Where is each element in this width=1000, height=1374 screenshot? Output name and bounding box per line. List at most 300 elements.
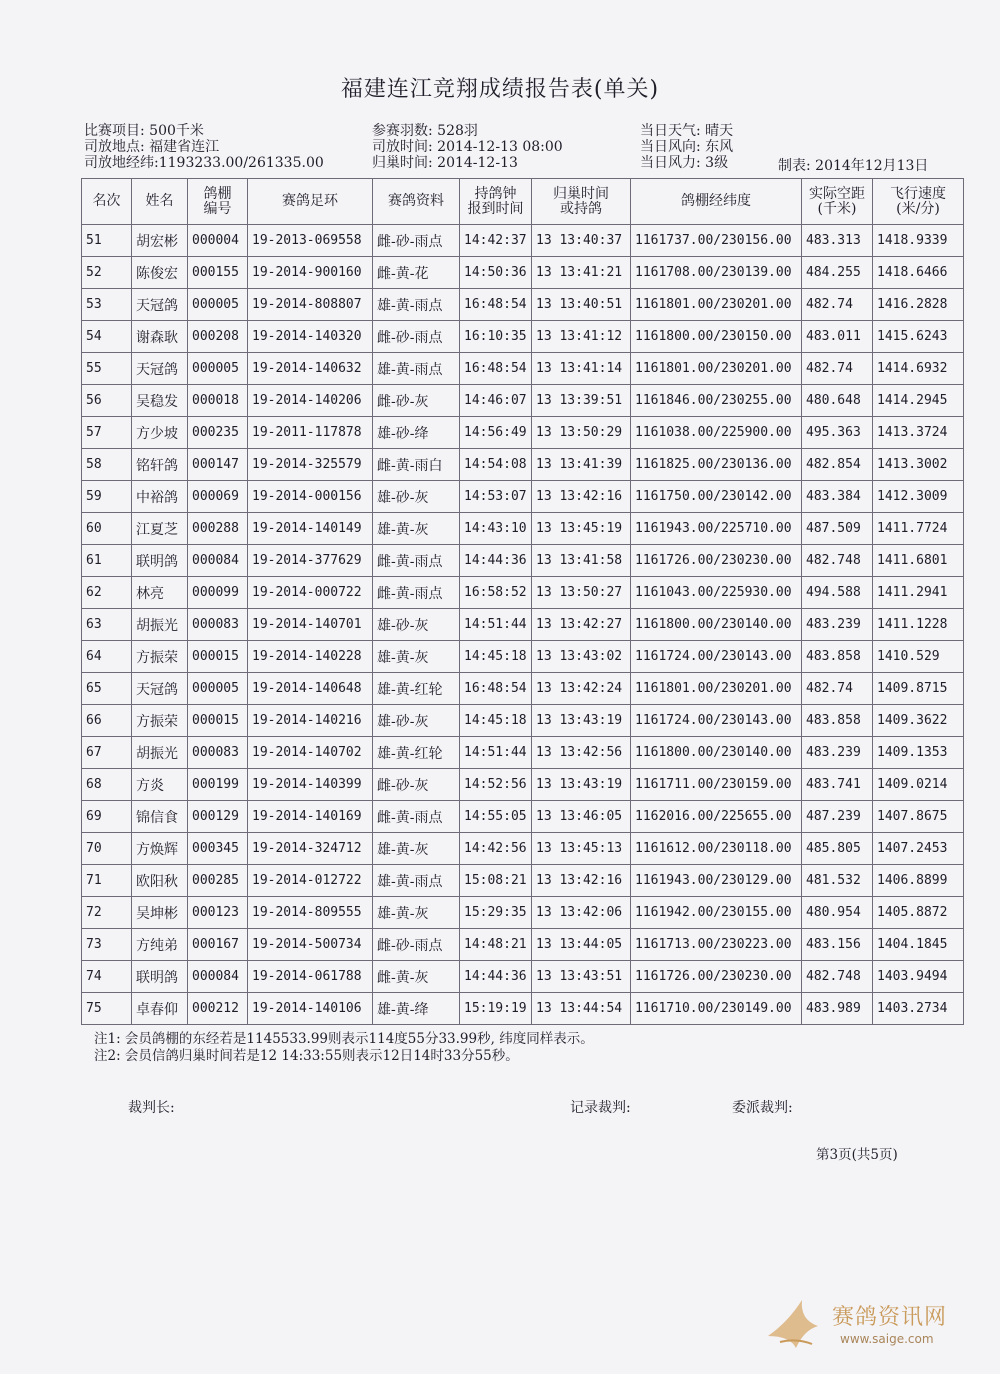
table-cell: 15:29:35	[460, 897, 532, 929]
table-cell: 1161737.00/230156.00	[631, 225, 802, 257]
table-cell: 19-2011-117878	[248, 417, 373, 449]
table-cell: 1413.3724	[873, 417, 964, 449]
table-cell: 483.313	[802, 225, 873, 257]
table-cell: 1418.9339	[873, 225, 964, 257]
table-cell: 480.954	[802, 897, 873, 929]
table-cell: 13 13:45:19	[532, 513, 631, 545]
report-title: 福建连江竞翔成绩报告表(单关)	[340, 77, 660, 102]
table-cell: 484.255	[802, 257, 873, 289]
table-cell: 雌-砂-灰	[373, 769, 460, 801]
table-cell: 1411.7724	[873, 513, 964, 545]
table-cell: 雄-黄-灰	[373, 513, 460, 545]
table-cell: 雄-砂-绛	[373, 417, 460, 449]
table-cell: 000083	[188, 609, 248, 641]
table-cell: 64	[82, 641, 132, 673]
table-row	[82, 929, 964, 961]
table-cell: 1407.2453	[873, 833, 964, 865]
release-site-field: 司放地点: 福建省连江	[84, 139, 220, 155]
table-cell: 53	[82, 289, 132, 321]
table-cell: 19-2014-140702	[248, 737, 373, 769]
table-cell: 15:19:19	[460, 993, 532, 1025]
table-cell: 19-2014-140632	[248, 353, 373, 385]
table-cell: 14:51:44	[460, 737, 532, 769]
table-cell: 485.805	[802, 833, 873, 865]
table-cell: 1161943.00/230129.00	[631, 865, 802, 897]
table-cell: 胡振光	[132, 609, 188, 641]
table-cell: 19-2014-140648	[248, 673, 373, 705]
table-cell: 19-2014-809555	[248, 897, 373, 929]
table-cell: 13 13:46:05	[532, 801, 631, 833]
table-cell: 480.648	[802, 385, 873, 417]
table-cell: 1414.2945	[873, 385, 964, 417]
table-cell: 57	[82, 417, 132, 449]
watermark-url: www.saige.com	[840, 1332, 934, 1346]
table-cell: 13 13:41:12	[532, 321, 631, 353]
release-time-field: 司放时间: 2014-12-13 08:00	[372, 139, 563, 155]
recorder-judge-label: 记录裁判:	[570, 1100, 631, 1116]
table-cell: 方少坡	[132, 417, 188, 449]
table-row	[82, 737, 964, 769]
table-cell: 1409.3622	[873, 705, 964, 737]
table-row	[82, 641, 964, 673]
table-cell: 雌-黄-灰	[373, 961, 460, 993]
table-cell: 雄-砂-灰	[373, 609, 460, 641]
table-cell: 卓春仰	[132, 993, 188, 1025]
meta-column-middle	[372, 123, 563, 171]
table-cell: 14:44:36	[460, 545, 532, 577]
table-cell: 1161710.00/230149.00	[631, 993, 802, 1025]
table-cell: 19-2014-325579	[248, 449, 373, 481]
table-cell: 胡振光	[132, 737, 188, 769]
table-cell: 14:42:37	[460, 225, 532, 257]
table-header-row	[82, 179, 964, 225]
table-cell: 1411.2941	[873, 577, 964, 609]
pigeon-logo-icon	[760, 1292, 832, 1356]
table-cell: 15:08:21	[460, 865, 532, 897]
table-cell: 13 13:42:06	[532, 897, 631, 929]
table-cell: 1418.6466	[873, 257, 964, 289]
table-cell: 天冠鸽	[132, 353, 188, 385]
table-cell: 483.011	[802, 321, 873, 353]
table-cell: 19-2014-900160	[248, 257, 373, 289]
table-cell: 14:50:36	[460, 257, 532, 289]
return-time-field: 归巢时间: 2014-12-13	[372, 155, 518, 171]
table-cell: 000208	[188, 321, 248, 353]
table-cell: 487.239	[802, 801, 873, 833]
table-cell: 14:55:05	[460, 801, 532, 833]
table-row	[82, 513, 964, 545]
table-cell: 1161825.00/230136.00	[631, 449, 802, 481]
table-cell: 000005	[188, 353, 248, 385]
table-cell: 000099	[188, 577, 248, 609]
table-cell: 000015	[188, 705, 248, 737]
table-cell: 联明鸽	[132, 545, 188, 577]
table-cell: 1161801.00/230201.00	[631, 353, 802, 385]
table-cell: 000083	[188, 737, 248, 769]
table-cell: 19-2014-000156	[248, 481, 373, 513]
table-cell: 62	[82, 577, 132, 609]
table-cell: 雄-黄-绛	[373, 993, 460, 1025]
table-cell: 19-2014-012722	[248, 865, 373, 897]
table-cell: 19-2014-140399	[248, 769, 373, 801]
column-header: 归巢时间 或持鸽	[532, 179, 631, 225]
column-header: 实际空距 (千米)	[802, 179, 873, 225]
table-cell: 1416.2828	[873, 289, 964, 321]
table-cell: 1409.8715	[873, 673, 964, 705]
table-cell: 19-2014-500734	[248, 929, 373, 961]
table-cell: 1411.6801	[873, 545, 964, 577]
table-row	[82, 385, 964, 417]
column-header: 鸽棚经纬度	[631, 179, 802, 225]
table-cell: 60	[82, 513, 132, 545]
wind-force-field: 当日风力: 3级	[640, 155, 729, 171]
table-cell: 75	[82, 993, 132, 1025]
table-cell: 1161612.00/230118.00	[631, 833, 802, 865]
table-cell: 19-2014-000722	[248, 577, 373, 609]
table-cell: 14:45:18	[460, 705, 532, 737]
table-cell: 73	[82, 929, 132, 961]
table-cell: 000345	[188, 833, 248, 865]
table-cell: 495.363	[802, 417, 873, 449]
table-row	[82, 609, 964, 641]
note-2: 注2: 会员信鸽归巢时间若是12 14:33:55则表示12日14时33分55秒。	[94, 1048, 519, 1064]
page-number: 第3页(共5页)	[816, 1147, 898, 1163]
table-cell: 14:45:18	[460, 641, 532, 673]
table-cell: 482.74	[802, 289, 873, 321]
table-cell: 14:42:56	[460, 833, 532, 865]
table-cell: 13 13:42:24	[532, 673, 631, 705]
table-cell: 13 13:41:39	[532, 449, 631, 481]
table-cell: 1413.3002	[873, 449, 964, 481]
results-table	[81, 178, 964, 1025]
table-row	[82, 417, 964, 449]
table-cell: 13 13:42:27	[532, 609, 631, 641]
table-cell: 13 13:45:13	[532, 833, 631, 865]
table-cell: 雄-黄-灰	[373, 897, 460, 929]
chief-judge-label: 裁判长:	[128, 1100, 175, 1116]
made-date: 制表: 2014年12月13日	[778, 158, 929, 174]
table-cell: 000288	[188, 513, 248, 545]
table-cell: 481.532	[802, 865, 873, 897]
table-row	[82, 577, 964, 609]
table-cell: 雌-黄-雨点	[373, 577, 460, 609]
table-cell: 70	[82, 833, 132, 865]
table-cell: 吴稳发	[132, 385, 188, 417]
table-cell: 13 13:43:19	[532, 705, 631, 737]
table-cell: 482.748	[802, 961, 873, 993]
column-header: 飞行速度 (米/分)	[873, 179, 964, 225]
table-cell: 483.741	[802, 769, 873, 801]
meta-column-right	[640, 123, 733, 171]
table-cell: 方炎	[132, 769, 188, 801]
table-cell: 000199	[188, 769, 248, 801]
table-cell: 雌-砂-灰	[373, 385, 460, 417]
table-cell: 483.156	[802, 929, 873, 961]
table-cell: 1407.8675	[873, 801, 964, 833]
table-cell: 联明鸽	[132, 961, 188, 993]
column-header: 名次	[82, 179, 132, 225]
table-cell: 雄-黄-红轮	[373, 737, 460, 769]
table-cell: 雌-黄-雨点	[373, 545, 460, 577]
table-cell: 1161726.00/230230.00	[631, 961, 802, 993]
table-cell: 19-2014-140169	[248, 801, 373, 833]
table-cell: 1161943.00/225710.00	[631, 513, 802, 545]
table-cell: 65	[82, 673, 132, 705]
table-cell: 13 13:42:16	[532, 865, 631, 897]
table-cell: 1161750.00/230142.00	[631, 481, 802, 513]
table-cell: 吴坤彬	[132, 897, 188, 929]
table-cell: 13 13:50:27	[532, 577, 631, 609]
table-cell: 雌-黄-雨白	[373, 449, 460, 481]
table-cell: 方焕辉	[132, 833, 188, 865]
table-cell: 14:51:44	[460, 609, 532, 641]
table-cell: 13 13:44:54	[532, 993, 631, 1025]
table-cell: 74	[82, 961, 132, 993]
table-cell: 雄-黄-红轮	[373, 673, 460, 705]
table-cell: 19-2014-140216	[248, 705, 373, 737]
table-cell: 000084	[188, 961, 248, 993]
table-cell: 51	[82, 225, 132, 257]
table-row	[82, 225, 964, 257]
table-cell: 锦信食	[132, 801, 188, 833]
table-cell: 1403.9494	[873, 961, 964, 993]
wind-direction-field: 当日风向: 东风	[640, 139, 734, 155]
table-cell: 63	[82, 609, 132, 641]
table-cell: 71	[82, 865, 132, 897]
table-row	[82, 481, 964, 513]
table-cell: 483.239	[802, 609, 873, 641]
table-cell: 1414.6932	[873, 353, 964, 385]
table-cell: 68	[82, 769, 132, 801]
table-cell: 16:10:35	[460, 321, 532, 353]
table-body	[82, 225, 964, 1025]
table-row	[82, 897, 964, 929]
table-cell: 72	[82, 897, 132, 929]
table-cell: 13 13:42:56	[532, 737, 631, 769]
table-cell: 雌-黄-雨点	[373, 801, 460, 833]
table-cell: 谢森耿	[132, 321, 188, 353]
table-cell: 1161038.00/225900.00	[631, 417, 802, 449]
table-cell: 1404.1845	[873, 929, 964, 961]
table-cell: 16:48:54	[460, 673, 532, 705]
table-cell: 19-2014-808807	[248, 289, 373, 321]
table-cell: 13 13:40:37	[532, 225, 631, 257]
table-cell: 482.74	[802, 353, 873, 385]
table-cell: 1161713.00/230223.00	[631, 929, 802, 961]
table-row	[82, 257, 964, 289]
table-cell: 1411.1228	[873, 609, 964, 641]
table-cell: 000147	[188, 449, 248, 481]
table-cell: 1161043.00/225930.00	[631, 577, 802, 609]
table-cell: 482.748	[802, 545, 873, 577]
delegate-judge-label: 委派裁判:	[732, 1100, 793, 1116]
table-cell: 52	[82, 257, 132, 289]
column-header: 赛鸽资料	[373, 179, 460, 225]
table-cell: 雄-黄-雨点	[373, 353, 460, 385]
table-cell: 19-2014-140206	[248, 385, 373, 417]
table-cell: 19-2014-140228	[248, 641, 373, 673]
table-cell: 16:48:54	[460, 353, 532, 385]
table-cell: 胡宏彬	[132, 225, 188, 257]
table-cell: 000167	[188, 929, 248, 961]
column-header: 持鸽钟 报到时间	[460, 179, 532, 225]
table-cell: 19-2014-324712	[248, 833, 373, 865]
table-cell: 482.854	[802, 449, 873, 481]
table-cell: 方纯弟	[132, 929, 188, 961]
table-cell: 67	[82, 737, 132, 769]
weather-field: 当日天气: 晴天	[640, 123, 734, 139]
release-coords-field: 司放地经纬:1193233.00/261335.00	[84, 155, 324, 171]
table-cell: 天冠鸽	[132, 673, 188, 705]
table-cell: 1161801.00/230201.00	[631, 673, 802, 705]
table-cell: 1409.1353	[873, 737, 964, 769]
table-cell: 58	[82, 449, 132, 481]
table-row	[82, 545, 964, 577]
table-cell: 1161801.00/230201.00	[631, 289, 802, 321]
table-cell: 欧阳秋	[132, 865, 188, 897]
table-cell: 雄-砂-灰	[373, 705, 460, 737]
table-cell: 方振荣	[132, 641, 188, 673]
table-cell: 000084	[188, 545, 248, 577]
note-1: 注1: 会员鸽棚的东经若是1145533.99则表示114度55分33.99秒, 纬度同样表示。	[94, 1031, 594, 1047]
table-cell: 000005	[188, 673, 248, 705]
table-cell: 1415.6243	[873, 321, 964, 353]
table-cell: 1405.8872	[873, 897, 964, 929]
table-cell: 000212	[188, 993, 248, 1025]
table-cell: 13 13:41:21	[532, 257, 631, 289]
table-cell: 19-2014-140106	[248, 993, 373, 1025]
table-cell: 13 13:42:16	[532, 481, 631, 513]
table-cell: 雄-黄-灰	[373, 833, 460, 865]
table-cell: 13 13:43:02	[532, 641, 631, 673]
table-cell: 1161800.00/230140.00	[631, 609, 802, 641]
entries-field: 参赛羽数: 528羽	[372, 123, 478, 139]
column-header: 鸽棚 编号	[188, 179, 248, 225]
table-cell: 000129	[188, 801, 248, 833]
table-cell: 483.989	[802, 993, 873, 1025]
table-cell: 69	[82, 801, 132, 833]
table-cell: 方振荣	[132, 705, 188, 737]
table-cell: 1412.3009	[873, 481, 964, 513]
table-cell: 482.74	[802, 673, 873, 705]
table-cell: 13 13:39:51	[532, 385, 631, 417]
table-cell: 陈俊宏	[132, 257, 188, 289]
table-cell: 1410.529	[873, 641, 964, 673]
table-cell: 雌-砂-雨点	[373, 225, 460, 257]
table-row	[82, 673, 964, 705]
table-cell: 000235	[188, 417, 248, 449]
notes	[94, 1031, 594, 1065]
table-cell: 16:48:54	[460, 289, 532, 321]
table-cell: 14:56:49	[460, 417, 532, 449]
table-row	[82, 993, 964, 1025]
table-cell: 483.239	[802, 737, 873, 769]
table-cell: 000018	[188, 385, 248, 417]
table-cell: 000069	[188, 481, 248, 513]
meta-column-left	[84, 123, 324, 171]
table-row	[82, 769, 964, 801]
table-cell: 56	[82, 385, 132, 417]
table-cell: 1161800.00/230150.00	[631, 321, 802, 353]
table-cell: 雄-黄-灰	[373, 641, 460, 673]
table-cell: 19-2014-377629	[248, 545, 373, 577]
table-cell: 1161724.00/230143.00	[631, 705, 802, 737]
table-cell: 雌-砂-雨点	[373, 321, 460, 353]
table-cell: 000005	[188, 289, 248, 321]
table-cell: 13 13:44:05	[532, 929, 631, 961]
table-cell: 铭轩鸽	[132, 449, 188, 481]
table-row	[82, 801, 964, 833]
table-cell: 1161726.00/230230.00	[631, 545, 802, 577]
table-cell: 1161708.00/230139.00	[631, 257, 802, 289]
watermark-logo	[760, 1292, 960, 1356]
table-cell: 雌-砂-雨点	[373, 929, 460, 961]
table-cell: 1161711.00/230159.00	[631, 769, 802, 801]
table-cell: 000004	[188, 225, 248, 257]
table-cell: 54	[82, 321, 132, 353]
table-cell: 1403.2734	[873, 993, 964, 1025]
table-cell: 1161846.00/230255.00	[631, 385, 802, 417]
table-cell: 19-2014-140149	[248, 513, 373, 545]
table-row	[82, 449, 964, 481]
table-cell: 14:53:07	[460, 481, 532, 513]
table-cell: 000285	[188, 865, 248, 897]
table-cell: 19-2014-061788	[248, 961, 373, 993]
table-row	[82, 865, 964, 897]
table-cell: 中裕鸽	[132, 481, 188, 513]
watermark-brand: 赛鸽资讯网	[832, 1305, 948, 1330]
table-cell: 林亮	[132, 577, 188, 609]
table-cell: 59	[82, 481, 132, 513]
event-field: 比赛项目: 500千米	[84, 123, 204, 139]
table-cell: 14:48:21	[460, 929, 532, 961]
table-cell: 13 13:41:58	[532, 545, 631, 577]
table-cell: 13 13:50:29	[532, 417, 631, 449]
table-cell: 000123	[188, 897, 248, 929]
table-cell: 13 13:40:51	[532, 289, 631, 321]
table-cell: 16:58:52	[460, 577, 532, 609]
table-cell: 66	[82, 705, 132, 737]
table-row	[82, 833, 964, 865]
table-cell: 55	[82, 353, 132, 385]
table-cell: 14:54:08	[460, 449, 532, 481]
table-row	[82, 289, 964, 321]
table-cell: 雌-黄-花	[373, 257, 460, 289]
table-cell: 雄-黄-雨点	[373, 289, 460, 321]
table-cell: 000015	[188, 641, 248, 673]
table-cell: 1161724.00/230143.00	[631, 641, 802, 673]
table-cell: 483.384	[802, 481, 873, 513]
table-cell: 1161800.00/230140.00	[631, 737, 802, 769]
table-cell: 14:44:36	[460, 961, 532, 993]
table-cell: 13 13:41:14	[532, 353, 631, 385]
table-cell: 13 13:43:19	[532, 769, 631, 801]
column-header: 姓名	[132, 179, 188, 225]
table-cell: 14:43:10	[460, 513, 532, 545]
table-cell: 江夏芝	[132, 513, 188, 545]
table-cell: 19-2014-140701	[248, 609, 373, 641]
table-cell: 000155	[188, 257, 248, 289]
table-row	[82, 321, 964, 353]
table-cell: 天冠鸽	[132, 289, 188, 321]
table-cell: 1406.8899	[873, 865, 964, 897]
table-cell: 14:52:56	[460, 769, 532, 801]
column-header: 赛鸽足环	[248, 179, 373, 225]
table-cell: 483.858	[802, 641, 873, 673]
table-cell: 483.858	[802, 705, 873, 737]
table-cell: 61	[82, 545, 132, 577]
table-cell: 雄-黄-雨点	[373, 865, 460, 897]
